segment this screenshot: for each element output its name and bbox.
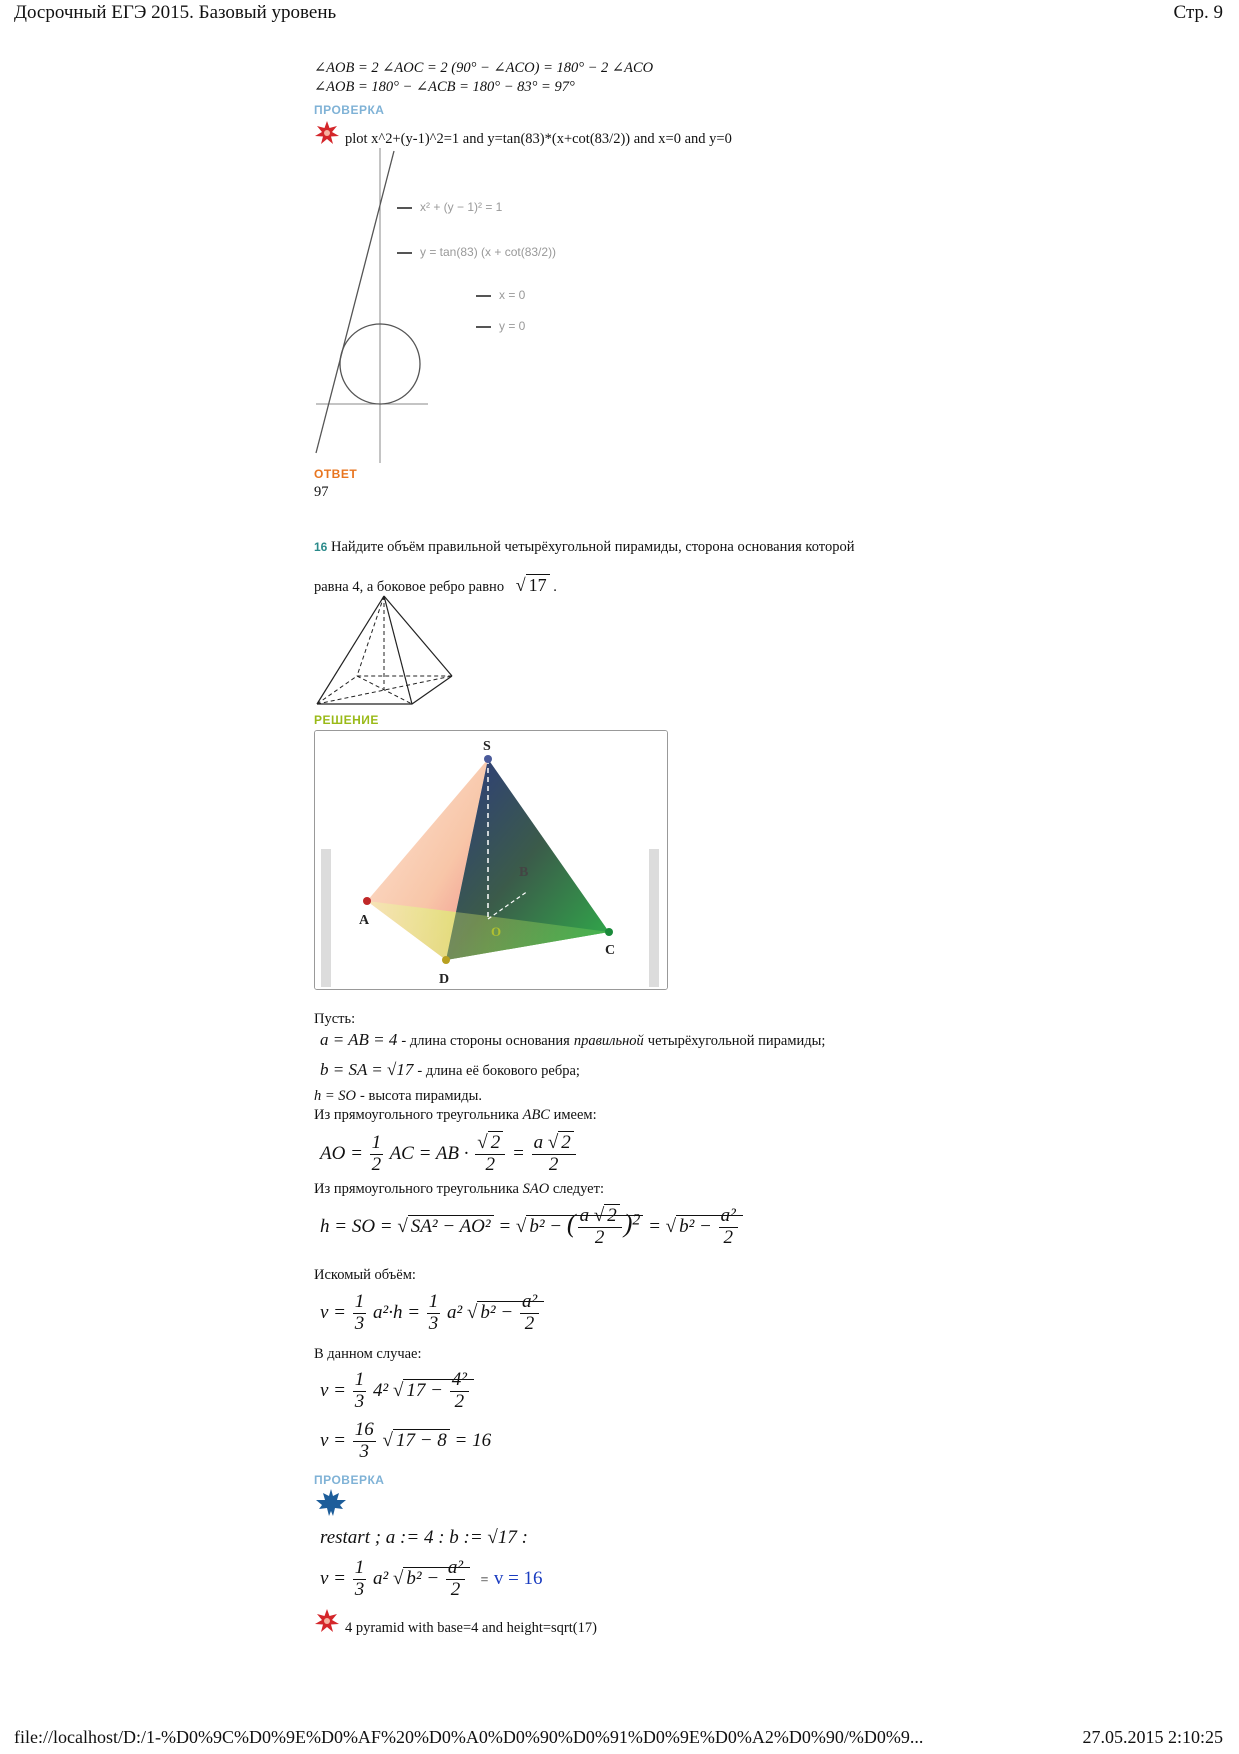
case-text: В данном случае: (314, 1346, 422, 1362)
volume-text: Искомый объём: (314, 1267, 416, 1283)
legend-x0: x = 0 (476, 288, 525, 302)
answer-value: 97 (314, 484, 329, 500)
formula-h: h = SO = √ SA² − AO² = √ b² − ( $\frac{a √ 2}{2}$ )$^2$ = √ b² − $\frac{\text{a²}}{2}$ (320, 1206, 743, 1249)
pyramid-3d-view (314, 730, 668, 990)
def-h-line: h = SO - высота пирамиды. (314, 1088, 483, 1104)
wolfram-query-2: 4 pyramid with base=4 and height=sqrt(17) (345, 1620, 597, 1636)
let-text: Пусть: (314, 1011, 356, 1027)
answer-label: ОТВЕТ (314, 467, 358, 481)
page-number: Стр. 9 (1173, 2, 1223, 23)
wolfram-star-icon (314, 120, 340, 151)
legend-y0: y = 0 (476, 319, 525, 333)
vertex-D: D (439, 972, 450, 987)
vertex-S: S (483, 739, 491, 754)
task16-line2: равна 4, а боковое ребро равно √ 17 . (314, 575, 557, 595)
pyramid-sketch (314, 594, 458, 713)
angle-line-2: ∠AOB = 180° − ∠ACB = 180° − 83° = 97° (314, 79, 575, 95)
def-b-line: b = SA = √17 - длина её бокового ребра; (320, 1060, 580, 1079)
solution-label: РЕШЕНИЕ (314, 713, 379, 727)
formula-ao: AO = $\frac{1}{2}$ AC = AB · $\frac{√ 2}{2}$ = $\frac{a √ 2}{2}$ (320, 1133, 578, 1176)
from-abc-line: Из прямоугольного треугольника ABC имеем: (314, 1107, 597, 1123)
formula-case-2: v = $\frac{16}{3}$ √ 17 − 8 = 16 (320, 1419, 492, 1462)
legend-circle: x² + (y − 1)² = 1 (397, 200, 502, 214)
vertex-B: B (519, 865, 529, 880)
formula-case-1: v = $\frac{1}{3}$ 4² √ 17 − $\frac{\text{4²}}{2}$ (320, 1370, 474, 1413)
tangent-line (316, 151, 394, 453)
vertex-O: O (491, 924, 502, 939)
task-number: 16 (314, 540, 328, 554)
maple-formula-line: v = $\frac{1}{3}$ a² √ b² − $\frac{\text{a²}}{2}$ = v = 16 (320, 1557, 543, 1600)
from-sao-line: Из прямоугольного треугольника SAO следует: (314, 1181, 604, 1197)
angle-line-1: ∠AOB = 2 ∠AOC = 2 (90° − ∠ACO) = 180° − 2 ∠ACO (314, 60, 654, 76)
check-label-1: ПРОВЕРКА (314, 103, 385, 117)
check-label-2: ПРОВЕРКА (314, 1473, 385, 1487)
vertex-C: C (605, 943, 616, 958)
wolfram-query-1: plot x^2+(y-1)^2=1 and y=tan(83)*(x+cot(83/2)) and x=0 and y=0 (345, 131, 732, 147)
legend-tangent: y = tan(83) (x + cot(83/2)) (397, 245, 556, 259)
task16-line1: 16 Найдите объём правильной четырёхугольной пирамиды, сторона основания которой (314, 539, 855, 555)
maple-input-line: restart ; a := 4 : b := √17 : (320, 1527, 528, 1548)
formula-volume: v = $\frac{1}{3}$ a²·h = $\frac{1}{3}$ a² √ b² − $\frac{\text{a²}}{2}$ (320, 1292, 544, 1335)
page-header-title: Досрочный ЕГЭ 2015. Базовый уровень (14, 2, 337, 23)
def-a-line: a = AB = 4 - длина стороны основания правильной четырёхугольной пирамиды; (320, 1030, 826, 1049)
plot-graph (300, 148, 620, 473)
vertex-A: A (359, 913, 370, 928)
wolfram-star-icon-2 (314, 1608, 340, 1639)
footer-datetime: 27.05.2015 2:10:25 (1082, 1727, 1223, 1747)
maple-leaf-icon (314, 1488, 348, 1523)
footer-path: file://localhost/D:/1-%D0%9C%D0%9E%D0%AF%20%D0%A0%D0%90%D0%91%D0%9E%D0%A2%D0%90/%D0%9... (14, 1727, 924, 1747)
